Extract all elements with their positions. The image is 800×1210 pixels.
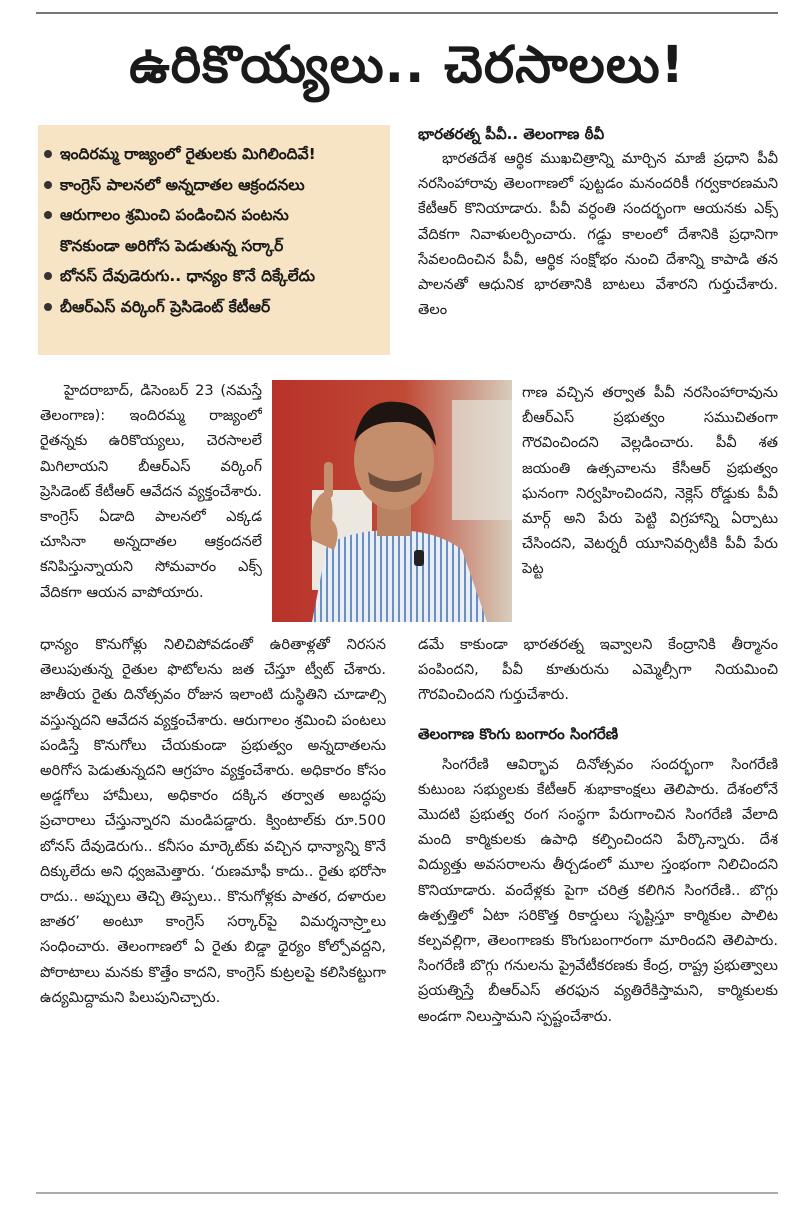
highlight-item-continued: కొనకుండా అరిగోస పెడుతున్న సర్కార్ bbox=[60, 236, 284, 255]
bullet-icon bbox=[44, 272, 52, 280]
highlight-item: ఇందిరమ్మ రాజ్యంలో రైతులకు మిగిలిందివే! bbox=[38, 139, 390, 170]
left-column-top bbox=[40, 378, 262, 630]
left-column-bottom bbox=[40, 632, 386, 1184]
right-column-bottom bbox=[418, 632, 778, 1188]
pv-paragraph: భారతదేశ ఆర్థిక ముఖచిత్రాన్ని మార్చిన మాజీ ప్రధాని పీవీ నరసింహారావు తెలంగాణలో పుట్టడం మనందరికీ గర్వకారణమని కేటీఆర్ కొనియాడారు. పీవీ వర్ధంతి సందర్భంగా ఆయనకు ఎక్స్ వేదికగా నివాళులర్పించారు. గడ్డు కాలంలో దేశానికి ప్రధానిగా సేవలందించిన పీవీ, ఆర్థిక సంక్షోభం నుంచి దేశాన్ని కాపాడి తన పాలనతో ఆధునిక భారతానికి బాటలు వేశారని గుర్తుచేశారు. తెలం bbox=[418, 150, 778, 319]
right-column-narrow bbox=[522, 380, 778, 632]
top-rule bbox=[36, 12, 778, 14]
highlight-item: బోనస్ దేవుడెరుగు.. ధాన్యం కొనే దిక్కేలేదు bbox=[38, 261, 390, 292]
subhead-pv: భారతరత్న పీవీ.. తెలంగాణ ఠీవీ bbox=[418, 125, 605, 143]
bullet-icon bbox=[44, 181, 52, 189]
singareni-paragraph: సింగరేణి ఆవిర్భావ దినోత్సవం సందర్భంగా సింగరేణి కుటుంబ సభ్యులకు కేటీఆర్ శుభాకాంక్షలు తెలిపారు. దేశంలోనే మొదటి ప్రభుత్వ రంగ సంస్థగా పేరుగాంచిన సింగరేణి వేలాది మంది కార్మికులకు ఉపాధి కల్పించిందని పేర్కొన్నారు. దేశ విద్యుత్తు అవసరాలను తీర్చడంలో మూల స్తంభంగా నిలిచిందని కొనియాడారు. వందేళ్లకు పైగా చరిత్ర కలిగిన సింగరేణి.. బొగ్గు ఉత్పత్తిలో ఏటా సరికొత్త రికార్డులు సృష్టిస్తూ కార్మికుల పాలిట కల్పవల్లిగా, తెలంగాణకు కొంగుబంగారంగా మారిందని తెలిపారు. సింగరేణి బొగ్గు గనులను ప్రైవేటీకరణకు కేంద్ర, రాష్ట్ర ప్రభుత్వాలు ప్రయత్నిస్తే బీఆర్ఎస్ తరఫున వ్యతిరేకిస్తామని, కార్మికులకు అండగా నిలుస్తామని స్పష్టంచేశారు. bbox=[418, 755, 778, 1025]
article-lead: హైదరాబాద్, డిసెంబర్ 23 (నమస్తే తెలంగాణ): ఇందిరమ్మ రాజ్యంలో రైతన్నకు ఉరికొయ్యలు, చెరసాలలే మిగిలాయని బీఆర్ఎస్ వర్కింగ్ ప్రెసిడెంట్ కేటీఆర్ ఆవేదన వ్యక్తంచేశారు. కాంగ్రెస్ ఏడాది పాలనలో ఎక్కడ చూసినా అన్నదాతల ఆక్రందనలే కనిపిస్తున్నాయని సోమవారం ఎక్స్ వేదికగా ఆయన వాపోయారు. bbox=[40, 382, 262, 601]
bottom-rule bbox=[36, 1192, 778, 1194]
article-body: ధాన్యం కొనుగోళ్లు నిలిచిపోవడంతో ఉరితాళ్లతో నిరసన తెలుపుతున్న రైతుల ఫొటోలను జత చేస్తూ ట్వీట్ చేశారు. జాతీయ రైతు దినోత్సవం రోజున ఇలాంటి దుస్థితిని చూడాల్సి వస్తున్నదని ఆవేదన వ్యక్తంచేశారు. ఆరుగాలం శ్రమించి పంటలు పండిస్తే కొనుగోలు చేయకుండా ప్రభుత్వం అన్నదాతలను అరిగోస పెడుతున్నదని ఆగ్రహం వ్యక్తంచేశారు. అధికారం కోసం అడ్డగోలు హామీలు, అధికారం దక్కిన తర్వాత అబద్ధపు ప్రచారాలు చేస్తున్నారని మండిపడ్డారు. క్వింటాల్‌కు రూ.500 బోనస్ దేవుడెరుగు.. కనీసం మార్కెట్‌కు వచ్చిన ధాన్యాన్ని కొనే దిక్కులేదు అని ధ్వజమెత్తారు. ‘రుణమాఫీ కాదు.. రైతు భరోసా రాదు.. అప్పులు తెచ్చి తిప్పలు.. కొనుగోళ్లకు పాతర, దళారుల జాతర’ అంటూ కాంగ్రెస్ సర్కార్‌పై విమర్శనాస్ర్తాలు సంధించారు. తెలంగాణలో ఏ రైతు బిడ్డా ధైర్యం కోల్పోవద్దని, పోరాటాలు మనకు కొత్తేం కాదని, కాంగ్రెస్ కుట్రలపై కలిసికట్టుగా ఉద్యమిద్దామని పిలుపునిచ్చారు. bbox=[40, 636, 386, 1006]
highlight-item: కాంగ్రెస్ పాలనలో అన్నదాతల ఆక్రందనలు bbox=[38, 170, 390, 201]
pv-paragraph-continued: గాణ వచ్చిన తర్వాత పీవీ నరసింహారావును బీఆర్ఎస్ ప్రభుత్వం సముచితంగా గౌరవించిందని వెల్లడించారు. పీవీ శత జయంతి ఉత్సవాలను కేసీఆర్ ప్రభుత్వం ఘనంగా నిర్వహించిందని, నెక్లెస్ రోడ్డుకు పీవీ మార్గ్ అని పేరు పెట్టి విగ్రహాన్ని ఏర్పాటు చేసిందని, వెటర్నరీ యూనివర్సిటీకి పీవీ పేరు పెట్ట bbox=[522, 384, 778, 578]
bullet-icon bbox=[44, 211, 52, 219]
pv-paragraph-tail: డమే కాకుండా భారతరత్న ఇవ్వాలని కేంద్రానికి తీర్మానం పంపిందని, పీవీ కూతురును ఎమ్మెల్సీగా నియమించి గౌరవించిందని గుర్తుచేశారు. bbox=[418, 636, 778, 704]
bullet-icon bbox=[44, 150, 52, 158]
right-column-top bbox=[418, 122, 778, 380]
headline: ఉరికొయ్యలు.. చెరసాలలు! bbox=[129, 36, 685, 95]
highlight-item: ఆరుగాలం శ్రమించి పండించిన పంటను bbox=[38, 200, 390, 231]
highlights-box bbox=[38, 125, 390, 355]
person-portrait-icon bbox=[272, 380, 512, 622]
bullet-icon bbox=[44, 303, 52, 311]
highlight-item: బీఆర్ఎస్ వర్కింగ్ ప్రెసిడెంట్ కేటీఆర్ bbox=[38, 292, 390, 323]
photo bbox=[272, 380, 512, 622]
subhead-singareni: తెలంగాణ కొంగు బంగారం సింగరేణి bbox=[418, 724, 619, 743]
